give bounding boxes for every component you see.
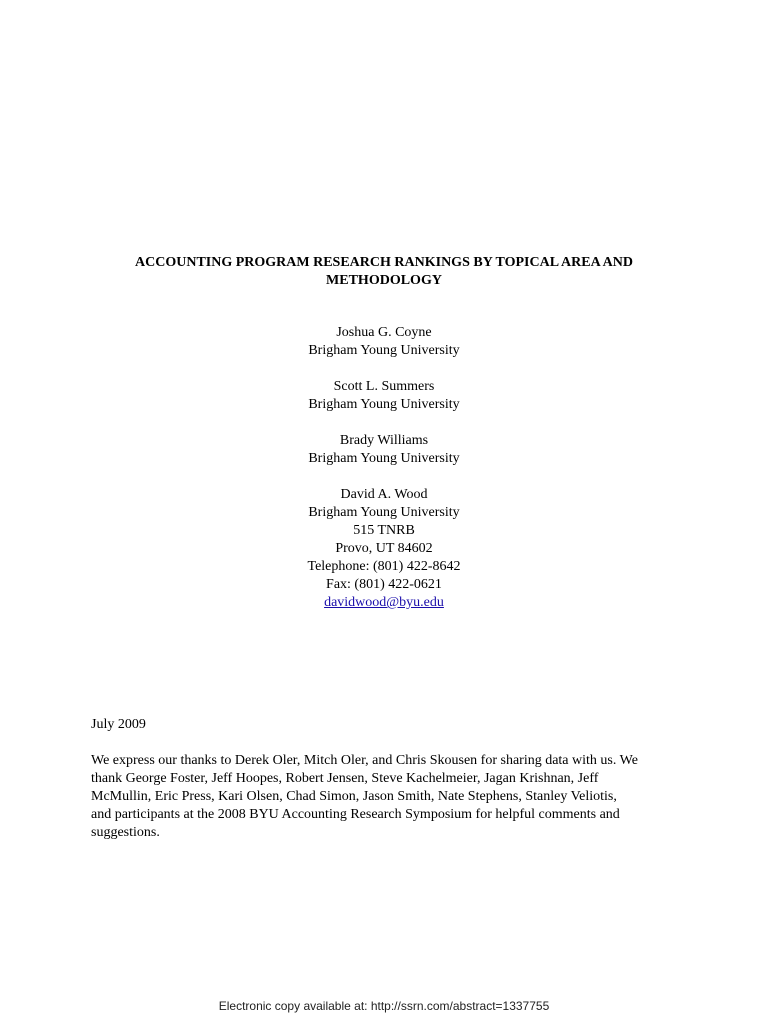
address-line-2: Provo, UT 84602 xyxy=(335,541,433,556)
fax: Fax: (801) 422-0621 xyxy=(326,577,442,592)
author-block xyxy=(0,378,768,414)
author-affiliation: Brigham Young University xyxy=(308,505,460,520)
email-link[interactable]: davidwood@byu.edu xyxy=(324,595,444,610)
author-name: Brady Williams xyxy=(339,433,429,448)
corresponding-author-block xyxy=(0,486,768,612)
ack-line: We express our thanks to Derek Oler, Mitch Oler, and Chris Skousen for sharing data with us. We xyxy=(91,753,638,768)
ack-line: McMullin, Eric Press, Kari Olsen, Chad Simon, Jason Smith, Nate Stephens, Stanley Veliotis, xyxy=(91,789,617,804)
ack-line: thank George Foster, Jeff Hoopes, Robert Jensen, Steve Kachelmeier, Jagan Krishnan, Jeff xyxy=(91,771,599,786)
title-line-2: METHODOLOGY xyxy=(326,273,442,288)
paper-title xyxy=(0,254,768,290)
author-block xyxy=(0,432,768,468)
telephone: Telephone: (801) 422-8642 xyxy=(307,559,461,574)
title-line-1: ACCOUNTING PROGRAM RESEARCH RANKINGS BY TOPICAL AREA AND xyxy=(135,255,633,270)
author-name: David A. Wood xyxy=(340,487,428,502)
author-name: Joshua G. Coyne xyxy=(336,325,432,340)
author-block xyxy=(0,324,768,360)
author-affiliation: Brigham Young University xyxy=(308,451,460,466)
author-affiliation: Brigham Young University xyxy=(308,397,460,412)
author-list xyxy=(0,324,768,630)
address-line-1: 515 TNRB xyxy=(353,523,415,538)
footer-electronic-copy: Electronic copy available at: http://ssrn.com/abstract=1337755 xyxy=(218,999,550,1013)
ack-line: suggestions. xyxy=(91,825,160,840)
ack-line: and participants at the 2008 BYU Accounting Research Symposium for helpful comments and xyxy=(91,807,620,822)
author-affiliation: Brigham Young University xyxy=(308,343,460,358)
author-name: Scott L. Summers xyxy=(333,379,435,394)
acknowledgment-paragraph xyxy=(91,752,691,842)
publication-date: July 2009 xyxy=(91,717,146,732)
